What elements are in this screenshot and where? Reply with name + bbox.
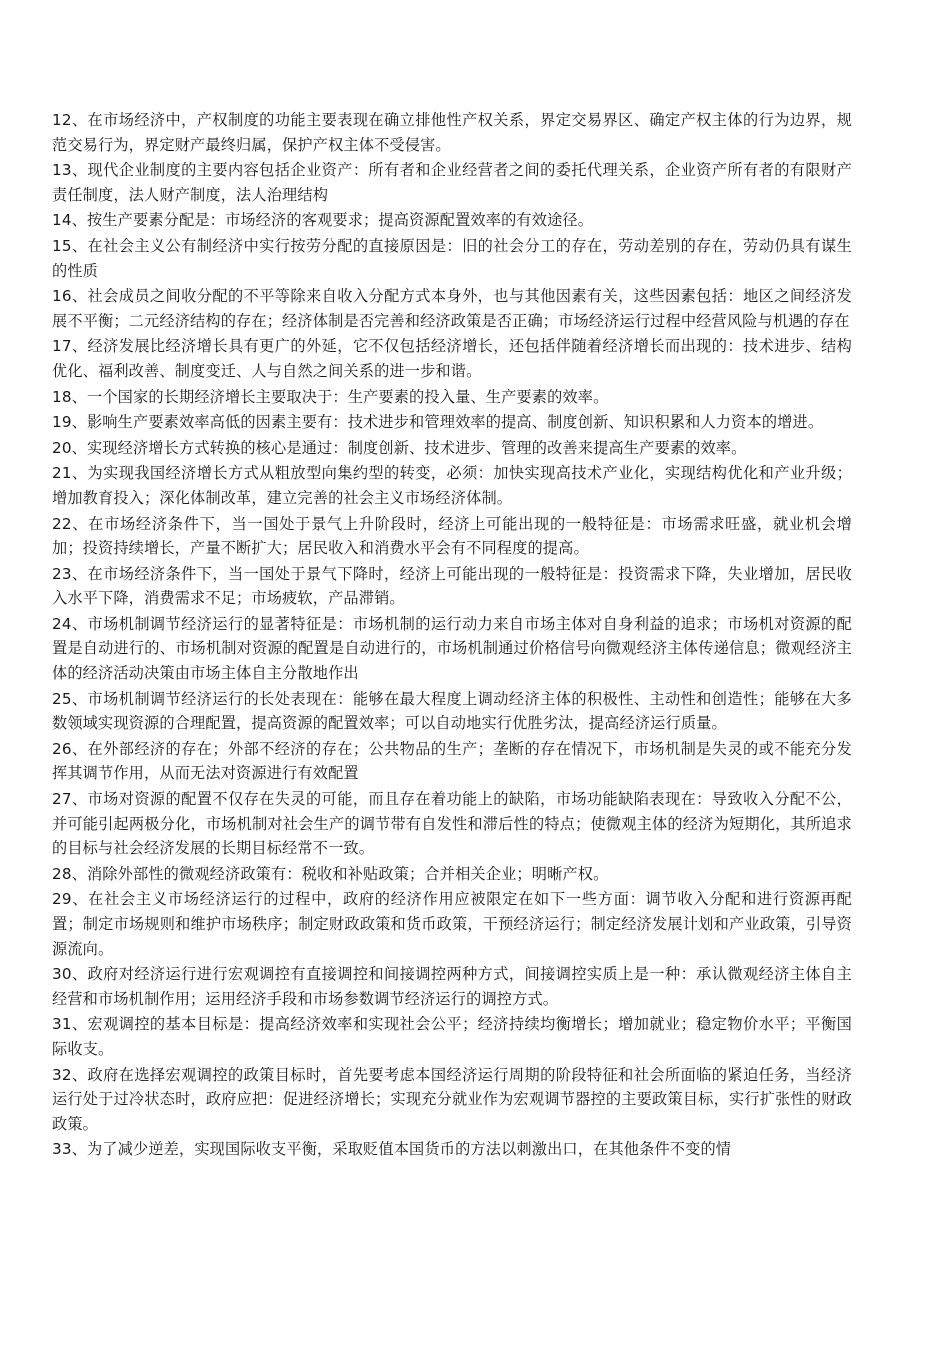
paragraph-item-27: 27、市场对资源的配置不仅存在失灵的可能，而且存在着功能上的缺陷，市场功能缺陷表现在：导致收入分配不公，并可能引起两极分化，市场机制对社会生产的调节带有自发性和滞后性的特点；使微观主体的经济为短期化，其所追求的目标与社会经济发展的长期目标经常不一致。: [52, 790, 852, 858]
paragraph-item-28: 28、消除外部性的微观经济政策有：税收和补贴政策；合并相关企业；明晰产权。: [52, 864, 609, 883]
paragraph-item-13: 13、现代企业制度的主要内容包括企业资产：所有者和企业经营者之间的委托代理关系，企业资产所有者的有限财产责任制度，法人财产制度，法人治理结构: [52, 161, 852, 204]
paragraph-item-25: 25、市场机制调节经济运行的长处表现在：能够在最大程度上调动经济主体的积极性、主动性和创造性；能够在大多数领域实现资源的合理配置，提高资源的配置效率；可以自动地实行优胜劣汰，提高经济运行质量。: [52, 689, 852, 733]
paragraph-item-20: 20、实现经济增长方式转换的核心是通过：制度创新、技术进步、管理的改善来提高生产要素的效率。: [52, 438, 747, 457]
paragraph-item-21: 21、为实现我国经济增长方式从粗放型向集约型的转变，必须：加快实现高技术产业化，实现结构优化和产业升级；增加教育投入；深化体制改革，建立完善的社会主义市场经济体制。: [52, 464, 852, 507]
paragraph-item-19: 19、影响生产要素效率高低的因素主要有：技术进步和管理效率的提高、制度创新、知识积累和人力资本的增进。: [52, 413, 824, 432]
paragraph-item-26: 26、在外部经济的存在；外部不经济的存在；公共物品的生产；垄断的存在情况下，市场机制是失灵的或不能充分发挥其调节作用，从而无法对资源进行有效配置: [52, 739, 852, 783]
paragraph-item-33: 33、为了减少逆差，实现国际收支平衡，采取贬值本国货币的方法以刺激出口，在其他条件不变的情: [52, 1140, 732, 1159]
paragraph-item-15: 15、在社会主义公有制经济中实行按劳分配的直接原因是：旧的社会分工的存在，劳动差别的存在，劳动仍具有谋生的性质: [52, 236, 852, 280]
document-body: [52, 108, 852, 1163]
paragraph-item-16: 16、社会成员之间收分配的不平等除来自收入分配方式本身外，也与其他因素有关，这些因素包括：地区之间经济发展不平衡；二元经济结构的存在；经济体制是否完善和经济政策是否正确；市场经济运行过程中经营风险与机遇的存在: [52, 287, 852, 330]
paragraph-item-12: 12、在市场经济中，产权制度的功能主要表现在确立排他性产权关系，界定交易界区、确定产权主体的行为边界，规范交易行为，界定财产最终归属，保护产权主体不受侵害。: [52, 111, 852, 154]
paragraph-item-14: 14、按生产要素分配是：市场经济的客观要求；提高资源配置效率的有效途径。: [52, 211, 594, 230]
paragraph-item-30: 30、政府对经济运行进行宏观调控有直接调控和间接调控两种方式，间接调控实质上是一种：承认微观经济主体自主经营和市场机制作用；运用经济手段和市场参数调节经济运行的调控方式。: [52, 965, 852, 1008]
paragraph-item-32: 32、政府在选择宏观调控的政策目标时，首先要考虑本国经济运行周期的阶段特征和社会所面临的紧迫任务，当经济运行处于过冷状态时，政府应把：促进经济增长；实现充分就业作为宏观调节器控的主要政策目标，实行扩张性的财政政策。: [52, 1065, 852, 1133]
paragraph-item-23: 23、在市场经济条件下，当一国处于景气下降时，经济上可能出现的一般特征是：投资需求下降，失业增加，居民收入水平下降，消费需求不足；市场疲软，产品滞销。: [52, 564, 852, 608]
paragraph-item-24: 24、市场机制调节经济运行的显著特征是：市场机制的运行动力来自市场主体对自身利益的追求；市场机对资源的配置是自动进行的、市场机制对资源的配置是自动进行的，市场机制通过价格信号向微观经济主体传递信息；微观经济主体的经济活动决策由市场主体自主分散地作出: [52, 614, 852, 683]
paragraph-item-29: 29、在社会主义市场经济运行的过程中，政府的经济作用应被限定在如下一些方面：调节收入分配和进行资源再配置；制定市场规则和维护市场秩序；制定财政政策和货币政策，干预经济运行；制定经济发展计划和产业政策，引导资源流向。: [52, 890, 852, 958]
paragraph-item-22: 22、在市场经济条件下，当一国处于景气上升阶段时，经济上可能出现的一般特征是：市场需求旺盛，就业机会增加；投资持续增长，产量不断扩大；居民收入和消费水平会有不同程度的提高。: [52, 514, 852, 558]
paragraph-item-17: 17、经济发展比经济增长具有更广的外延，它不仅包括经济增长，还包括伴随着经济增长而出现的：技术进步、结构优化、福利改善、制度变迁、人与自然之间关系的进一步和谐。: [52, 337, 852, 380]
paragraph-item-31: 31、宏观调控的基本目标是：提高经济效率和实现社会公平；经济持续均衡增长；增加就业；稳定物价水平；平衡国际收支。: [52, 1015, 852, 1058]
paragraph-item-18: 18、一个国家的长期经济增长主要取决于：生产要素的投入量、生产要素的效率。: [52, 387, 609, 406]
